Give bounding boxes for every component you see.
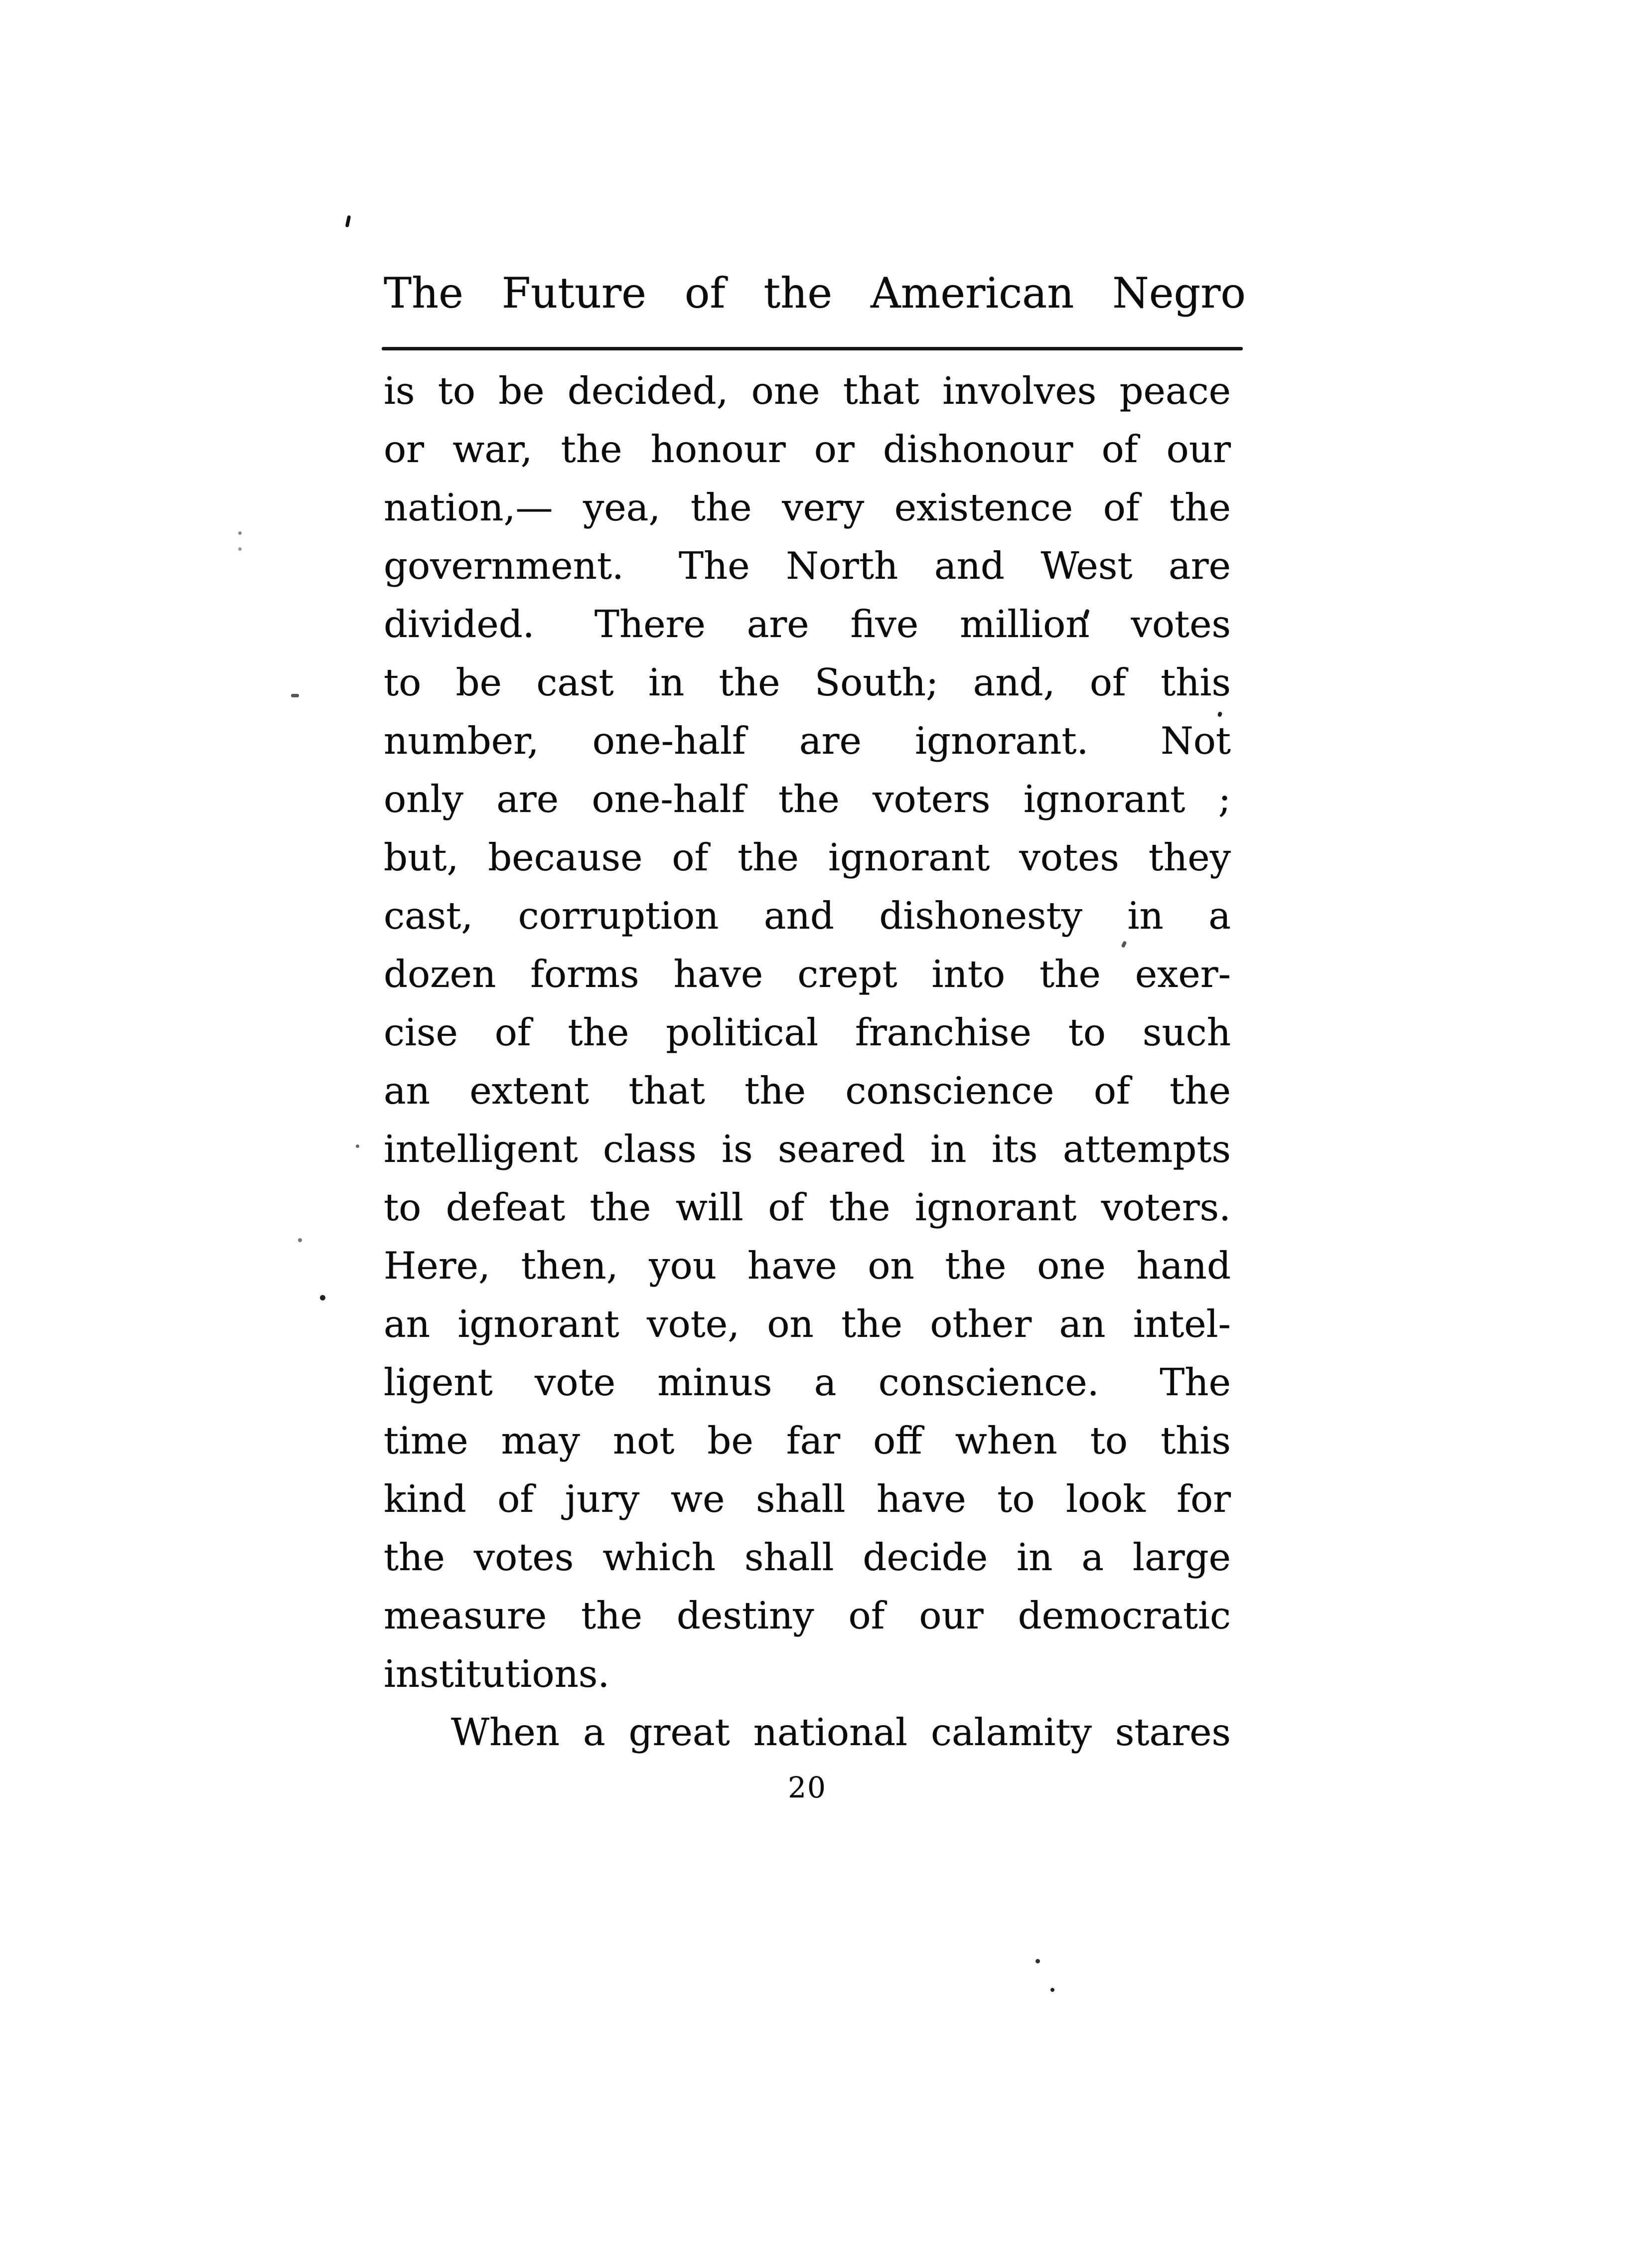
text-line: time may not be far off when to this <box>384 1419 1231 1462</box>
ink-speck <box>320 1295 325 1300</box>
text-line: intelligent class is seared in its attempts <box>384 1127 1231 1171</box>
text-line: only are one-half the voters ignorant ; <box>384 777 1231 821</box>
ink-speck <box>1050 1988 1054 1992</box>
text-line: nation,— yea, the very existence of the <box>384 486 1231 529</box>
text-line: the votes which shall decide in a large <box>384 1535 1231 1579</box>
text-line: kind of jury we shall have to look for <box>384 1477 1231 1521</box>
text-line: cise of the political franchise to such <box>384 1010 1231 1054</box>
page-number: 20 <box>788 1771 827 1804</box>
page-text-block <box>384 362 1231 1762</box>
ink-speck <box>298 1238 302 1242</box>
text-line: divided. There are five million votes <box>384 602 1231 646</box>
header-rule <box>382 347 1243 350</box>
running-head-title: The Future of the American Negro <box>384 269 1246 318</box>
ink-speck <box>238 547 242 551</box>
text-line: an extent that the conscience of the <box>384 1069 1231 1113</box>
ink-speck <box>238 531 242 535</box>
text-line: to be cast in the South; and, of this <box>384 660 1231 704</box>
text-line-paragraph-end: institutions. <box>384 1652 610 1696</box>
text-line: number, one-half are ignorant. Not <box>384 719 1231 763</box>
text-line: is to be decided, one that involves peace <box>384 369 1231 413</box>
text-line: an ignorant vote, on the other an intel- <box>384 1302 1231 1346</box>
ink-speck <box>291 694 299 697</box>
text-line: dozen forms have crept into the exer- <box>384 952 1231 996</box>
ink-speck <box>345 215 351 228</box>
text-line: measure the destiny of our democratic <box>384 1594 1231 1637</box>
text-line-paragraph-start: When a great national calamity stares <box>451 1710 1231 1754</box>
text-line: to defeat the will of the ignorant voters. <box>384 1185 1231 1229</box>
text-line: Here, then, you have on the one hand <box>384 1244 1231 1288</box>
text-line: ligent vote minus a conscience. The <box>384 1360 1231 1404</box>
text-line: or war, the honour or dishonour of our <box>384 427 1231 471</box>
ink-speck <box>356 1144 359 1148</box>
ink-speck <box>1036 1959 1040 1963</box>
text-line: government. The North and West are <box>384 544 1231 588</box>
text-line: cast, corruption and dishonesty in a <box>384 894 1231 938</box>
text-line: but, because of the ignorant votes they <box>384 835 1231 879</box>
